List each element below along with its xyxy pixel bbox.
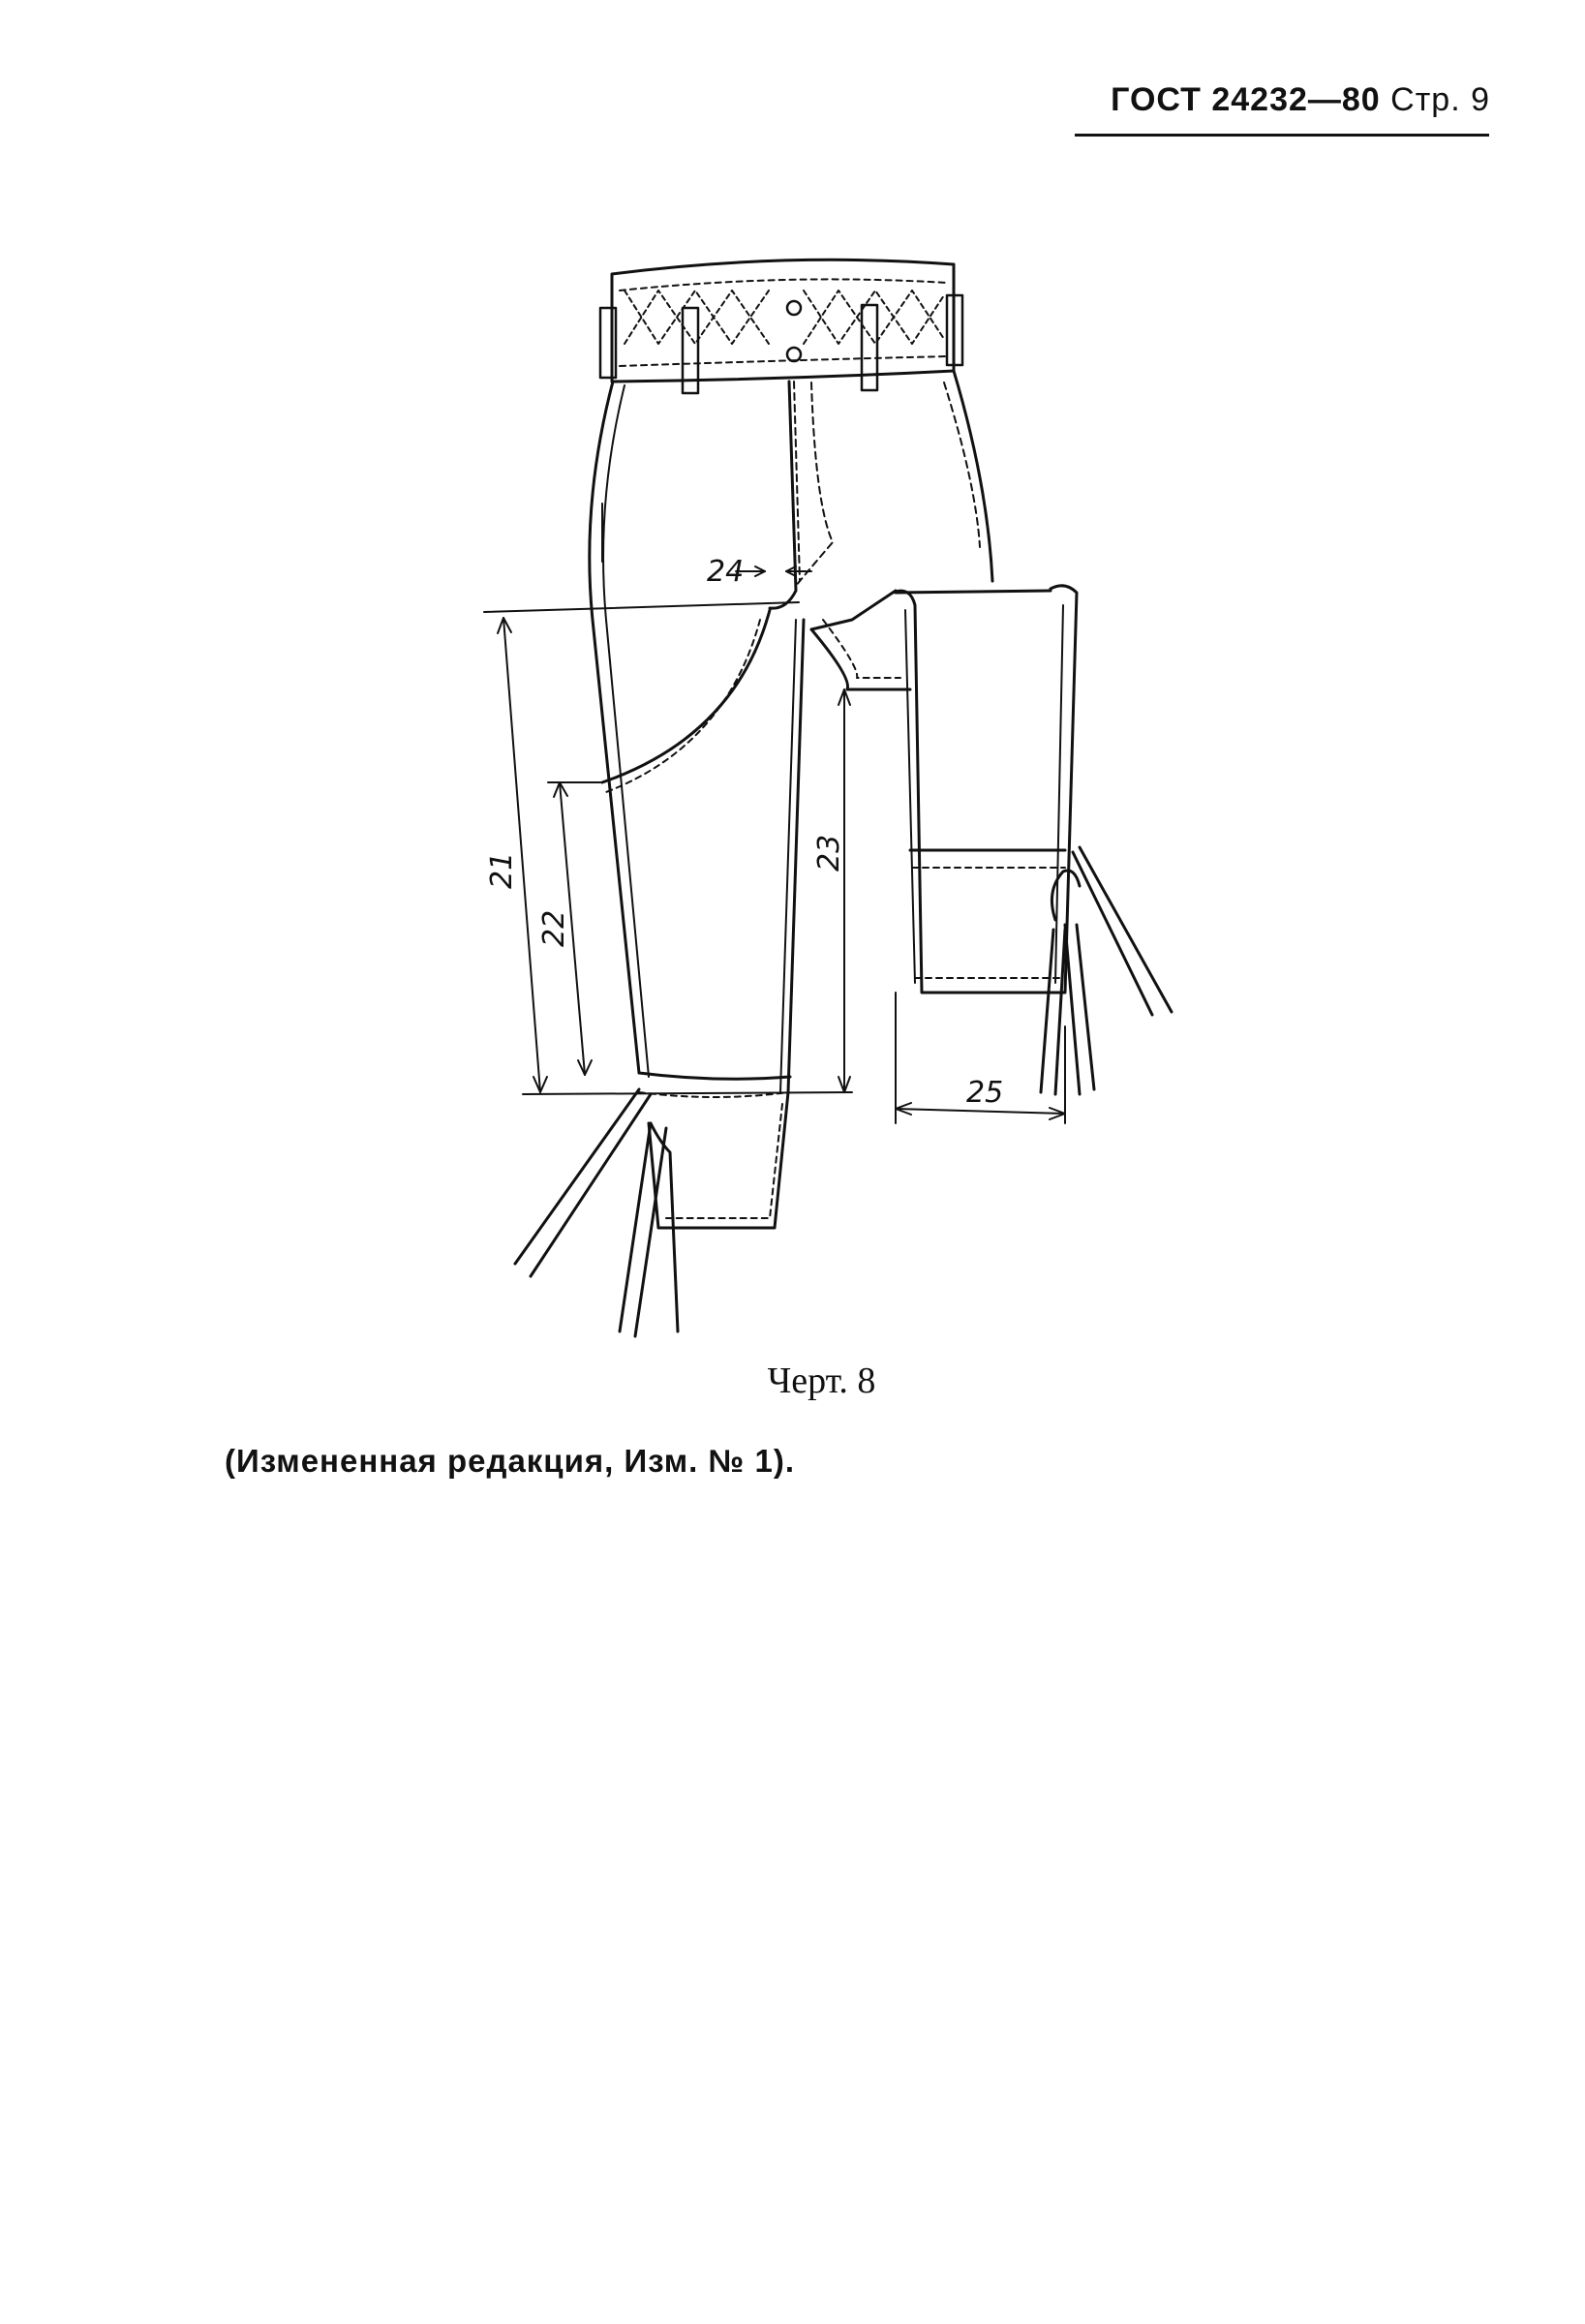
dimension-label-24: 24 bbox=[707, 555, 745, 589]
standard-number: ГОСТ 24232—80 bbox=[1111, 81, 1381, 118]
dimension-labels bbox=[485, 555, 1003, 1110]
revision-note: (Измененная редакция, Изм. № 1). bbox=[225, 1443, 795, 1479]
dimension-label-22: 22 bbox=[537, 909, 571, 947]
waistband bbox=[600, 260, 962, 393]
page-number: Стр. 9 bbox=[1390, 81, 1490, 118]
dimension-label-25: 25 bbox=[966, 1076, 1004, 1110]
figure-caption: Черт. 8 bbox=[767, 1361, 876, 1401]
dimension-label-21: 21 bbox=[485, 851, 519, 889]
folded-leg-panel bbox=[893, 586, 1172, 1094]
dimension-label-23: 23 bbox=[812, 834, 846, 872]
right-leg bbox=[811, 371, 992, 689]
dimension-lines bbox=[484, 566, 1065, 1123]
left-leg bbox=[515, 382, 833, 1336]
